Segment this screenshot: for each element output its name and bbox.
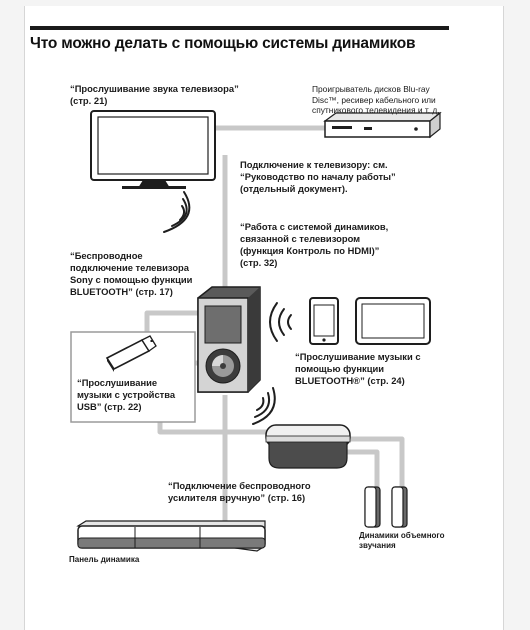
label-bluetooth-tv: “Беспроводное подключение телевизора Sony с помощью функции BLUETOOTH” (стр. 17) (70, 250, 193, 297)
wireless-waves-icon (270, 303, 291, 341)
label-surround-speakers: Динамики объемного звучания (359, 531, 445, 550)
label-bluetooth-music: “Прослушивание музыки с помощью функции BLUETOOTH®” (стр. 24) (295, 351, 421, 386)
wireless-amplifier-icon (266, 425, 350, 468)
soundbar-icon (78, 521, 265, 551)
label-soundbar: Панель динамика (69, 555, 140, 564)
label-tv-sound: “Прослушивание звука телевизора” (стр. 21) (70, 83, 239, 106)
smartphone-icon (310, 298, 338, 344)
label-tv-connect: Подключение к телевизору: см. “Руководство по началу работы” (отдельный документ). (240, 159, 396, 194)
wireless-waves-icon (253, 388, 275, 424)
tablet-icon (356, 298, 430, 344)
bluray-player-icon (325, 113, 440, 137)
label-usb: “Прослушивание музыки с устройства USB” (стр. 22) (77, 377, 176, 412)
wireless-waves-icon (164, 192, 189, 232)
surround-speaker-icon (365, 487, 407, 527)
subwoofer-icon (198, 287, 260, 392)
tv-icon (91, 111, 215, 189)
page-title: Что можно делать с помощью системы динамиков (30, 35, 416, 52)
label-amplifier: “Подключение беспроводного усилителя вручную” (стр. 16) (168, 480, 311, 503)
label-player: Проигрыватель дисков Blu-ray Disc™, ресивер кабельного или спутникового телевидения и т. д. (312, 84, 440, 115)
label-hdmi-control: “Работа с системой динамиков, связанной с телевизором (функция Контроль по HDMI)” (стр. 32) (240, 221, 389, 268)
